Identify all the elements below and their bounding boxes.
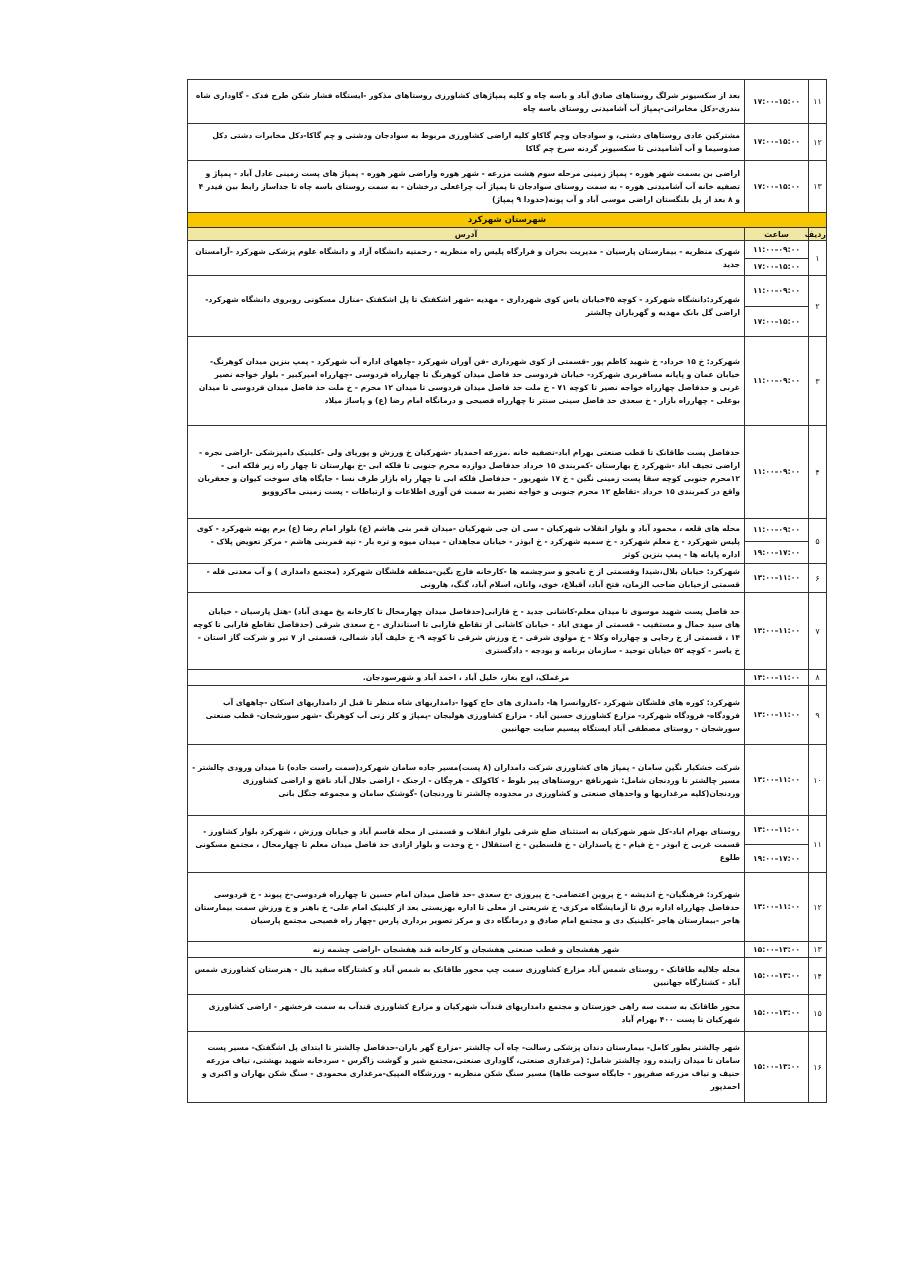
time-cell [745,80,809,124]
address-cell: اراضی بن بسمت شهر هوره - پمپاژ زمینی مرحله سوم هشت مزرعه - شهر هوره واراضی شهر هوره - پمپاژ های پست زمینی عادل آباد - پمپاژ و تصفیه خانه آب آشامیدنی هوره - به سمت روستای سوادجان تا پمپاژ آب چراغعلی درخشان - به سمت روستای باسه چاه تا جداساز رابط بین فیدر ۴ و ۸ بعد از پل بلنگستان اراضی موسی آباد و آب پونه(حدودا ۹ پمپاژ) [188,161,745,213]
time-slot: ۰۹:۰۰–۱۱:۰۰ [753,376,800,385]
row-number: ۳ [809,337,827,426]
table-row [188,670,827,686]
address-cell: حد فاصل پست شهید موسوی تا میدان معلم-کاشانی جدید - خ قارابی(حدفاصل میدان چهارمحال تا کارخانه یخ مهدی آباد) -هتل پارسیان - خیابان های سید جمال و مستفیب - قسمتی از مهدی اباد - خیابان کاشانی از تقاطع فارابی تا استانداری - خ سعدی شرقی (حدفاصل تقاطع فارابی تا کوچه ۱۴ ، قسمتی از خ رجایی و چهارراه وکلا - خ مولوی شرقی - خ ورزش شرقی تا کوچه ۹- خ خلیف آباد شمالی، قسمتی از ۷ تیر و شرکت گاز استان - خ یاسر - کوچه ۵۲ خیابان توحید - سازمان برنامه و بودجه - دادگستری [188,593,745,670]
time-cell [745,337,809,426]
address-cell: شهر هفشجان و قطب صنعتی هفشجان و کارخانه قند هفشجان -اراضی چشمه زنه [188,942,745,958]
row-number: ۱۲ [809,124,827,161]
section-banner [188,213,827,228]
table-row [188,1032,827,1103]
column-header-row [188,228,827,241]
row-number: ۷ [809,593,827,670]
time-cell [745,686,809,745]
row-number: ۴ [809,426,827,519]
table-row [188,519,827,564]
address-cell: بعد از سکسیونر شرلگ روستاهای صادق آباد و باسه چاه و کلیه پمپاژهای کشاورزی روستاهای مذکور -ایستگاه فشار شکن طرح فدک - گاوداری شاه بندری-دکل مخابراتی-پمپاژ آب آشامیدنی روستای باسه چاه [188,80,745,124]
time-cell [745,241,809,276]
row-number: ۱۱ [809,816,827,873]
time-slot: ۱۳:۰۰–۱۵:۰۰ [753,1062,800,1071]
time-slot: ۱۱:۰۰–۱۳:۰۰ [753,825,800,834]
row-number: ۵ [809,519,827,564]
address-cell: مرغملک، اوج بغاز، خلیل آباد ، احمد آباد و شهرسودجان. [188,670,745,686]
table-row [188,161,827,213]
table-row [188,564,827,593]
section-title: شهرستان شهرکرد [188,213,827,228]
time-cell [745,958,809,995]
time-cell [745,519,809,564]
time-slot: ۰۹:۰۰–۱۱:۰۰ [753,467,800,476]
time-slot: ۰۹:۰۰–۱۱:۰۰ [753,525,800,534]
time-cell [745,276,809,337]
row-number: ۱۶ [809,1032,827,1103]
row-number: ۹ [809,686,827,745]
time-cell [745,564,809,593]
time-slot: ۱۵:۰۰–۱۷:۰۰ [753,97,800,106]
row-number: ۱۴ [809,958,827,995]
table-row [188,816,827,873]
time-cell [745,995,809,1032]
table-row [188,337,827,426]
time-slot: ۱۵:۰۰–۱۷:۰۰ [745,306,808,336]
row-number: ۲ [809,276,827,337]
time-slot: ۱۱:۰۰–۱۳:۰۰ [753,573,800,582]
time-slot: ۱۵:۰۰–۱۷:۰۰ [753,182,800,191]
time-cell [745,942,809,958]
table-row [188,276,827,337]
row-number: ۱۰ [809,745,827,816]
table-row [188,745,827,816]
time-cell [745,1032,809,1103]
time-cell [745,873,809,942]
row-number: ۶ [809,564,827,593]
time-cell [745,816,809,873]
time-slot: ۱۳:۰۰–۱۵:۰۰ [753,971,800,980]
address-cell: محله های قلعه ، محمود آباد و بلوار انقلاب شهرکیان - سی ان جی شهرکیان -میدان قمر بنی هاشم (ع) بلوار امام رضا (ع) برم پهنه شهرکرد - کوی پلیس شهرکرد - خ معلم شهرکرد - خ سمیه شهرکرد - خ ابوذر - خیابان مجاهدان - میدان میوه و تره بار - تپه قمربنی هاشم - مرکز تعویض پلاک - اداره پایانه ها - پمپ بنزین کوثر [188,519,745,564]
time-slot: ۱۵:۰۰–۱۷:۰۰ [753,137,800,146]
table-row [188,124,827,161]
time-slot: ۰۹:۰۰–۱۱:۰۰ [753,245,800,254]
address-cell: شهرک منظریه - بیمارستان پارسیان - مدیریت بحران و فرارگاه پلیس راه منظریه - رحمتیه دانشگاه آزاد و دانشگاه علوم پزشکی شهرکرد -آرامستان جدید [188,241,745,276]
row-number: ۱۱ [809,80,827,124]
row-number: ۱۵ [809,995,827,1032]
time-cell [745,124,809,161]
time-slot: ۱۱:۰۰–۱۳:۰۰ [753,626,800,635]
time-slot: ۱۷:۰۰–۱۹:۰۰ [745,541,808,563]
time-slot: ۱۱:۰۰–۱۳:۰۰ [753,710,800,719]
address-cell: شرکت خشکبار نگین سامان - پمپاژ های کشاورزی شرکت دامداران (۸ پست)مسیر جاده سامان شهرکرد(سمت راست جاده) تا میدان ورودی چالشتر - مسیر چالشتر تا وردنجان شامل: شهرنافچ -روستاهای پیر بلوط - کاکولک - هرچگان - ارجنک - اراضی جلال آباد نافچ و اراضی کشاورزی وردنجان(کلیه مرغداریها و واحدهای صنعتی و کشاورزی در محدوده چالشتر تا وردنجان) -گوشتک سامان و مجموعه جنگل بانی [188,745,745,816]
address-cell: شهرکرد:دانشگاه شهرکرد - کوچه ۴۵خیابان یاس کوی شهرداری - مهدیه -شهر اشکفتک تا پل اشکفتک -منازل مسکونی روبروی دانشگاه شهرکرد- اراضی گل بانک مهدیه و گهرباران چالشتر [188,276,745,337]
address-cell: محور طاقانک به سمت سه راهی خوزستان و مجتمع دامداریهای قندآب شهرکیان و مزارع کشاورزی قندآب به سمت فرخشهر - اراضی کشاورزی شهرکیان تا پست ۴۰۰ بهرام آباد [188,995,745,1032]
time-slot: ۱۱:۰۰–۱۳:۰۰ [753,902,800,911]
address-cell: شهرکرد: کوره های فلشگان شهرکرد -کاروانسرا ها- دامداری های حاج کهوا -دامداریهای شاه منظر تا قبل از دامداریهای اسکان -چاههای آب فرودگاه- فرودگاه شهرکرد- مزارع کشاورزی حسین آباد - مزارع کشاورزی هولیجان -پمپاژ و کلر زنی آب کوهرنگ -شهر سورشجان- قطب صنعتی سورشجان - روستای مصطفی آباد ایستگاه پیسیم سایت جهانبین [188,686,745,745]
address-cell: مشترکین عادی روستاهای دشتی، و سوادجان وچم گاکاو کلیه اراضی کشاورزی مربوط به سوادجان ودشتی و چم گاکا-دکل مخابرات دشتی دکل صدوسیما و آب آشامیدنی تا سکسیونر گردنه سرخ چم گاکا [188,124,745,161]
time-slot: ۱۳:۰۰–۱۵:۰۰ [753,1008,800,1017]
table-row [188,426,827,519]
time-cell [745,161,809,213]
row-number: ۱۳ [809,942,827,958]
table-row [188,995,827,1032]
address-cell: روستای بهرام اباد-کل شهر شهرکیان به استثنای ضلع شرقی بلوار انقلاب و قسمتی از محله قاسم آباد و خیابان ورزش ، شهرکرد بلوار کشاورز - قسمت غربی خ ابوذر - خ فیام - خ پاسداران - خ فلسطین - خ استقلال - خ وحدت و بلوار ازادی حد فاصل میدان معلم تا چهارمحال ، مجتمع مسکونی طلوع [188,816,745,873]
row-number: ۱۲ [809,873,827,942]
address-cell: حدفاصل پست طاقانک تا قطب صنعتی بهرام اباد-تصفیه خانه .مزرعه احمدیاد -شهرکیان خ ورزش و پوریای ولی -کلینیک دامپزشکی -اراضی نجره - اراضی تجیف اباد -شهرکرد خ بهارستان -کمربندی ۱۵ خرداد حدفاصل دوازده محرم جنوبی تا فلکه ابی -خ بهارستان تا چهار راه زیر فلکه ابی - ۱۲محرم جنوبی کوچه سقا پست زمینی نگین - خ ۱۷ شهریور - حدفاصل فلکه ابی تا چهار راه بازار طرف نسا - جایگاه های سوخت کیوان و جعفربان واقع در کمربندی ۱۵ خرداد -تقاطع ۱۲ محرم جنوبی و خواجه نصیر به سمت فن آوری اطلاعات و ارتباطات - پست زمینی ماکروویو [188,426,745,519]
time-slot: ۱۷:۰۰–۱۹:۰۰ [745,844,808,872]
table-row [188,80,827,124]
outage-schedule-page [187,79,827,1103]
table-row [188,942,827,958]
address-cell: محله جلالیه طاقانک - روستای شمس آباد مزارع کشاورزی سمت چپ محور طاقانک به شمس آباد و کشتارگاه سفید بال - هنرستان کشاورزی شمس آباد - کشتارگاه جهانبین [188,958,745,995]
header-time: ساعت [745,228,809,241]
time-slot: ۱۵:۰۰–۱۷:۰۰ [745,258,808,275]
time-slot: ۱۱:۰۰–۱۳:۰۰ [753,672,800,682]
time-cell [745,670,809,686]
row-number: ۱۳ [809,161,827,213]
time-slot: ۰۹:۰۰–۱۱:۰۰ [753,286,800,295]
time-cell [745,745,809,816]
header-address: آدرس [188,228,745,241]
address-cell: شهرکرد: خ ۱۵ خرداد- خ شهید کاظم پور -قسمتی از کوی شهرداری -فن آوران شهرکرد -چاههای اداره آب شهرکرد - پمپ بنزین میدان کوهرنگ- خیابان عمان و پایانه مسافربری شهرکرد- خیابان فردوسی حد فاصل میدان کوهرنگ تا چهارراه فردوسی -چهارراه امیرکبیر - بلوار خواجه نصیر غربی و حدفاصل چهارراه خواجه نصیر تا کوچه ۷۱ - خ ملت حد فاصل میدان فردوسی تا میدان ۱۲ محرم - خ ملت حد فاصل میدان فردوسی تا میدان بوعلی - چهارراه بازار - خ سعدی حد فاصل سینی سنتر تا چهارراه فصیحی و درمانگاه امام رضا (ع) و پاساژ میلاد [188,337,745,426]
time-slot: ۱۱:۰۰–۱۳:۰۰ [753,775,800,784]
address-cell: شهر چالشتر بطور کامل- بیمارستان دندان پزشکی رسالت- چاه آب چالشتر -مزارع گهر باران-حدفاصل چالشتر تا ابتدای پل اشگفتک- مسیر پست سامان تا میدان زاینده رود چالشتر شامل: (مرغداری صنعتی، گاوداری صنعتی،مجتمع شیر و گوشت زاگرس - سردخانه شهید بهشتی، تیاف مزرعه حنیف و تیاف مزرعه صفرپور - جایگاه سوخت طاها) مسیر سنگ شکن منظریه - ورزشگاه المپیک-مرغداری محمودی - سنگ شکن بهاران و اکبری و احمدپور [188,1032,745,1103]
table-row [188,958,827,995]
table-row [188,593,827,670]
time-cell [745,593,809,670]
table-row [188,873,827,942]
row-number: ۸ [809,670,827,686]
row-number: ۱ [809,241,827,276]
time-slot: ۱۳:۰۰–۱۵:۰۰ [753,944,800,954]
table-row [188,241,827,276]
table-row [188,686,827,745]
address-cell: شهرکرد: فرهنگیان- خ اندیشه - خ پروین اعتصامی- خ پیروزی -خ سعدی -حد فاصل میدان امام حسین تا چهارراه فردوسی-خ پیوند - خ فردوسی حدفاصل چهارراه اداره برق تا آزمایشگاه مرکزی- خ شریعتی از معلی تا اداره بهزیستی بعد از کلینیک امام علی- خ باهنر و خ ورزش سمت بیمارستان هاجر -بیمارستان هاجر -کلینیک دی و مجتمع امام صادق و درمانگاه دی و مرکز تصویر برداری پارس -چهار راه فصیحی مجتمع پارسیان [188,873,745,942]
header-row-number: ردیف [804,229,826,239]
outage-table [187,79,827,1103]
address-cell: شهرکرد: خیابان بلال،شیدا وقسمتی از خ نامجو و سرچشمه ها -کارخانه فارچ نگین-منطقه فلشگان شهرکرد (مجتمع دامداری ) و آب معدنی قله - قسمتی ازخیابان صاحب الزمان، فتح آباد، آقبلاغ، خوی، وانان، اسلام آباد، گنگ، هارونی [188,564,745,593]
time-cell [745,426,809,519]
